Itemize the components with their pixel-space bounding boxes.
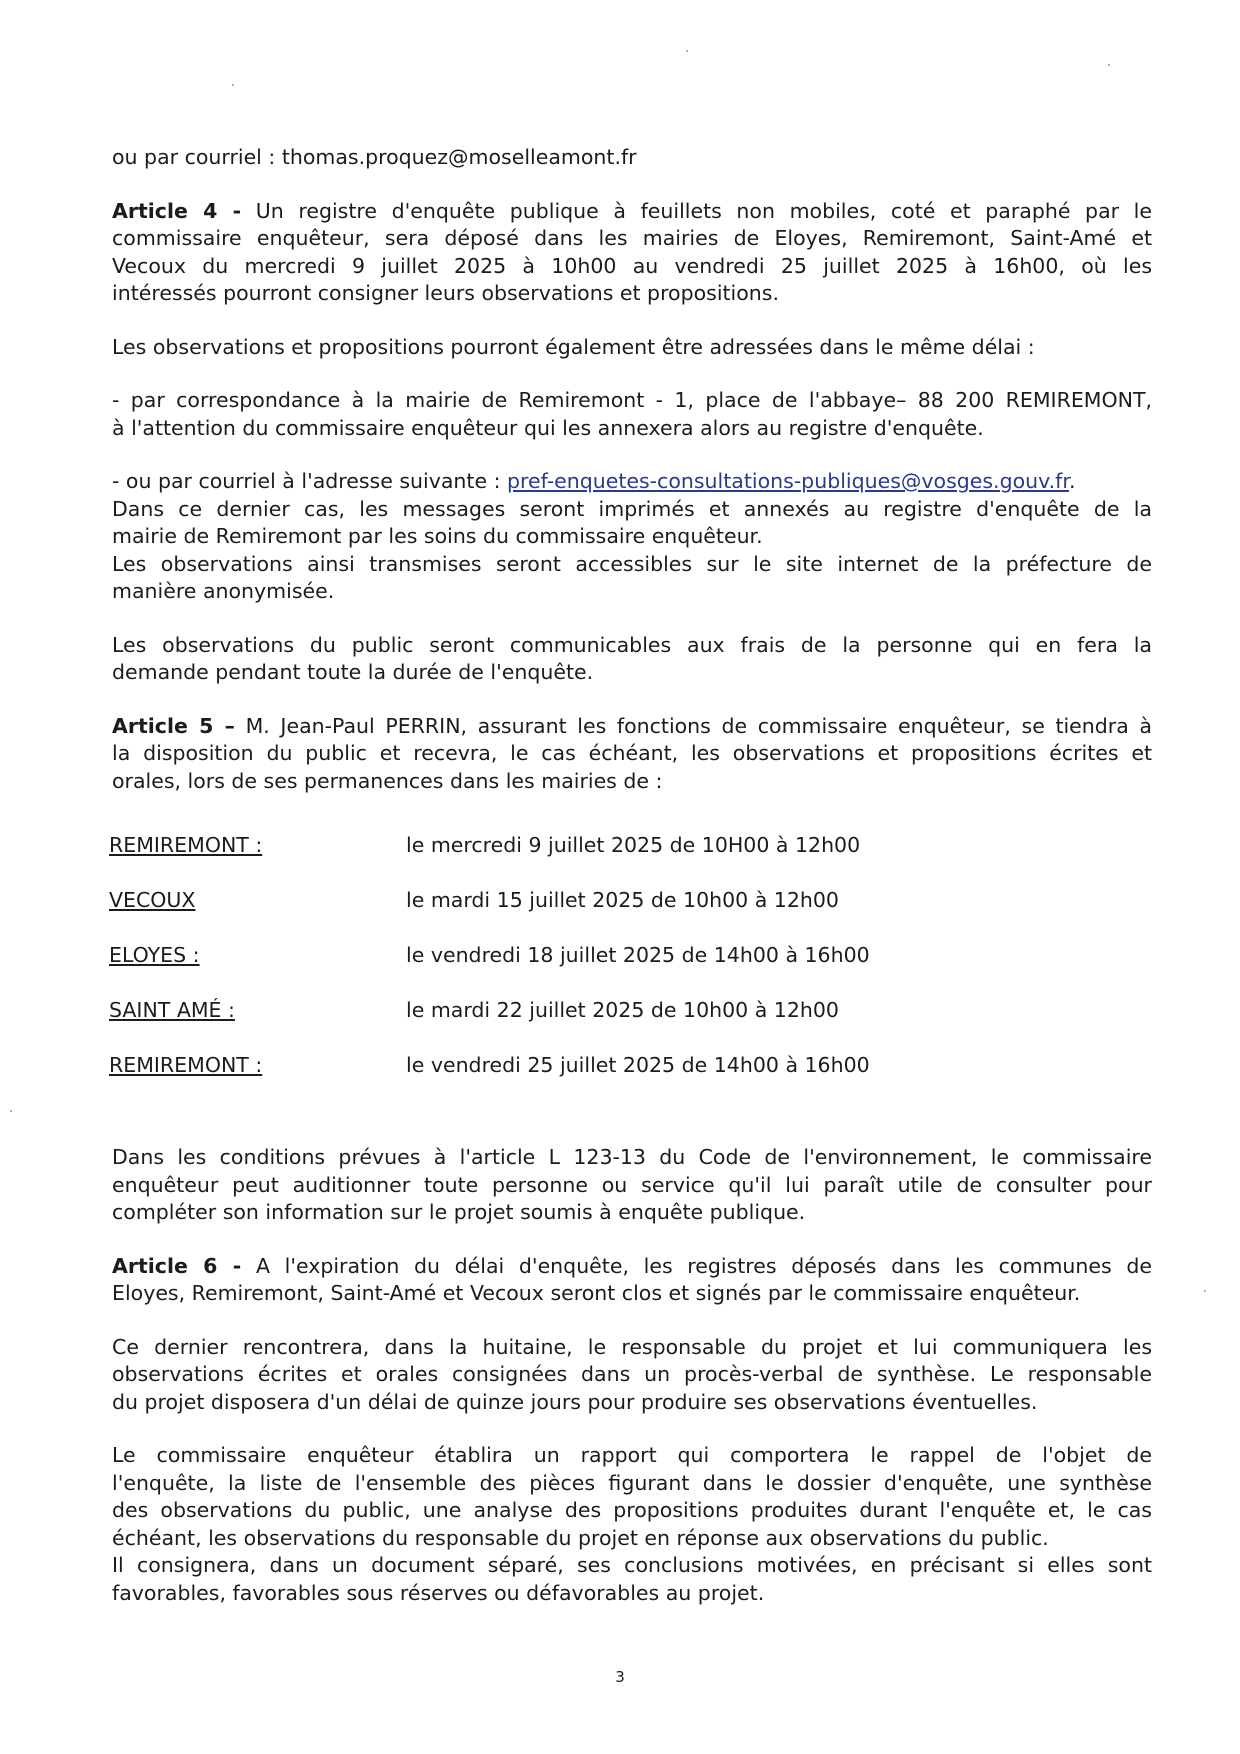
intro-line: ou par courriel : thomas.proquez@moselleamont.fr [112, 145, 637, 169]
schedule-town: REMIREMONT : [109, 1053, 263, 1077]
schedule-date: le mardi 22 juillet 2025 de 10h00 à 12h00 [406, 998, 839, 1022]
article-4-line-2: commissaire enquêteur, sera déposé dans les mairies de Eloyes, Remiremont, Saint-Amé et [112, 226, 1152, 250]
article-4-paragraph-5 [112, 632, 1152, 687]
schedule-town: REMIREMONT : [109, 833, 263, 857]
schedule-row [109, 942, 1152, 997]
article-4-p4-line-1: - ou par courriel à l'adresse suivante : pref-enquetes-consultations-publiques@vosges.gouv.fr. [112, 469, 1076, 493]
schedule-row [109, 832, 1152, 887]
article-6-p3-line-3: des observations du public, une analyse des propositions produites durant l'enquête et, le cas [112, 1498, 1152, 1522]
scan-speck [232, 84, 234, 86]
article-6-line-1: Article 6 - A l'expiration du délai d'enquête, les registres déposés dans les communes de [112, 1253, 1152, 1278]
scan-speck [1108, 64, 1110, 66]
scan-speck [686, 50, 688, 52]
article-4-p4-line-2: Dans ce dernier cas, les messages seront imprimés et annexés au registre d'enquête de la [112, 496, 1152, 521]
article-5-label: Article 5 – [112, 713, 235, 738]
article-4-line-1: Article 4 - Un registre d'enquête publique à feuillets non mobiles, coté et paraphé par le [112, 198, 1152, 223]
article-4-p5-line-2: demande pendant toute la durée de l'enquête. [112, 660, 594, 684]
article-4 [112, 198, 1152, 308]
article-6-p2-line-2: observations écrites et orales consignées dans un procès-verbal de synthèse. Le responsable [112, 1362, 1152, 1386]
schedule-date: le mercredi 9 juillet 2025 de 10H00 à 12h00 [406, 833, 861, 857]
schedule-date: le vendredi 25 juillet 2025 de 14h00 à 16h00 [406, 1053, 870, 1077]
article-4-p3-line-2: à l'attention du commissaire enquêteur qui les annexera alors au registre d'enquête. [112, 415, 984, 440]
article-6-p3-line-6: favorables, favorables sous réserves ou défavorables au projet. [112, 1580, 765, 1605]
article-4-p4-line-5: manière anonymisée. [112, 579, 335, 603]
article-6-p2-line-1: Ce dernier rencontrera, dans la huitaine, le responsable du projet et lui communiquera les [112, 1334, 1152, 1359]
article-4-p3-line-1: - par correspondance à la mairie de Remiremont - 1, place de l'abbaye– 88 200 REMIREMONT, [112, 388, 1152, 412]
article-4-paragraph-2: Les observations et propositions pourront également être adressées dans le même délai : [112, 334, 1035, 359]
article-6-p2-line-3: du projet disposera d'un délai de quinze jours pour produire ses observations éventuelles. [112, 1389, 1038, 1414]
schedule-town: ELOYES : [109, 943, 200, 967]
article-5-after-line-3: compléter son information sur le projet soumis à enquête publique. [112, 1200, 806, 1224]
schedule-date: le vendredi 18 juillet 2025 de 14h00 à 16h00 [406, 943, 870, 967]
article-6 [112, 1253, 1152, 1308]
article-4-paragraph-4 [112, 468, 1152, 606]
article-4-line-3: Vecoux du mercredi 9 juillet 2025 à 10h00 au vendredi 25 juillet 2025 à 16h00, où les [112, 253, 1152, 278]
article-5-after [112, 1144, 1152, 1227]
article-4-p4-line-4: Les observations ainsi transmises seront accessibles sur le site internet de la préfecture de [112, 551, 1152, 576]
article-4-line-4: intéressés pourront consigner leurs observations et propositions. [112, 281, 779, 305]
article-5-after-line-2: enquêteur peut auditionner toute personne ou service qu'il lui paraît utile de consulter pour [112, 1172, 1152, 1197]
article-6-label: Article 6 - [112, 1253, 242, 1278]
article-6-p3-line-4: échéant, les observations du responsable du projet en réponse aux observations du public. [112, 1525, 1049, 1550]
article-5-line-3: orales, lors de ses permanences dans les mairies de : [112, 768, 663, 793]
article-6-p3-line-2: l'enquête, la liste de l'ensemble des pièces figurant dans le dossier d'enquête, une synthèse [112, 1470, 1152, 1495]
scan-speck [1204, 1290, 1206, 1292]
schedule-date: le mardi 15 juillet 2025 de 10h00 à 12h00 [406, 888, 839, 912]
schedule-town: SAINT AMÉ : [109, 998, 235, 1022]
schedule-row [109, 997, 1152, 1052]
email-link[interactable]: pref-enquetes-consultations-publiques@vosges.gouv.fr [507, 469, 1069, 493]
article-4-label: Article 4 - [112, 198, 242, 223]
article-5-line-2: la disposition du public et recevra, le cas échéant, les observations et propositions écrites et [112, 741, 1152, 765]
article-6-paragraph-3 [112, 1442, 1152, 1607]
permanence-schedule [109, 832, 1152, 1099]
document-page [109, 144, 1152, 1607]
page-number: 3 [615, 1668, 625, 1686]
article-4-p4-line-3: mairie de Remiremont par les soins du commissaire enquêteur. [112, 524, 763, 548]
schedule-row [109, 887, 1152, 942]
scan-speck [10, 1110, 12, 1112]
article-5-line-1: Article 5 – M. Jean-Paul PERRIN, assurant les fonctions de commissaire enquêteur, se tiendra à [112, 713, 1152, 738]
article-6-paragraph-2 [112, 1334, 1152, 1417]
article-4-p5-line-1: Les observations du public seront communicables aux frais de la personne qui en fera la [112, 632, 1152, 657]
article-5-after-line-1: Dans les conditions prévues à l'article L 123-13 du Code de l'environnement, le commissaire [112, 1145, 1152, 1169]
article-6-p3-line-1: Le commissaire enquêteur établira un rapport qui comportera le rappel de l'objet de [112, 1443, 1152, 1467]
article-6-line-2: Eloyes, Remiremont, Saint-Amé et Vecoux seront clos et signés par le commissaire enquêteur. [112, 1281, 1081, 1305]
article-5 [112, 713, 1152, 796]
schedule-town: VECOUX [109, 888, 196, 912]
article-6-p3-line-5: Il consignera, dans un document séparé, ses conclusions motivées, en précisant si elles sont [112, 1553, 1152, 1577]
article-4-paragraph-3 [112, 387, 1152, 442]
schedule-row [109, 1052, 1152, 1099]
